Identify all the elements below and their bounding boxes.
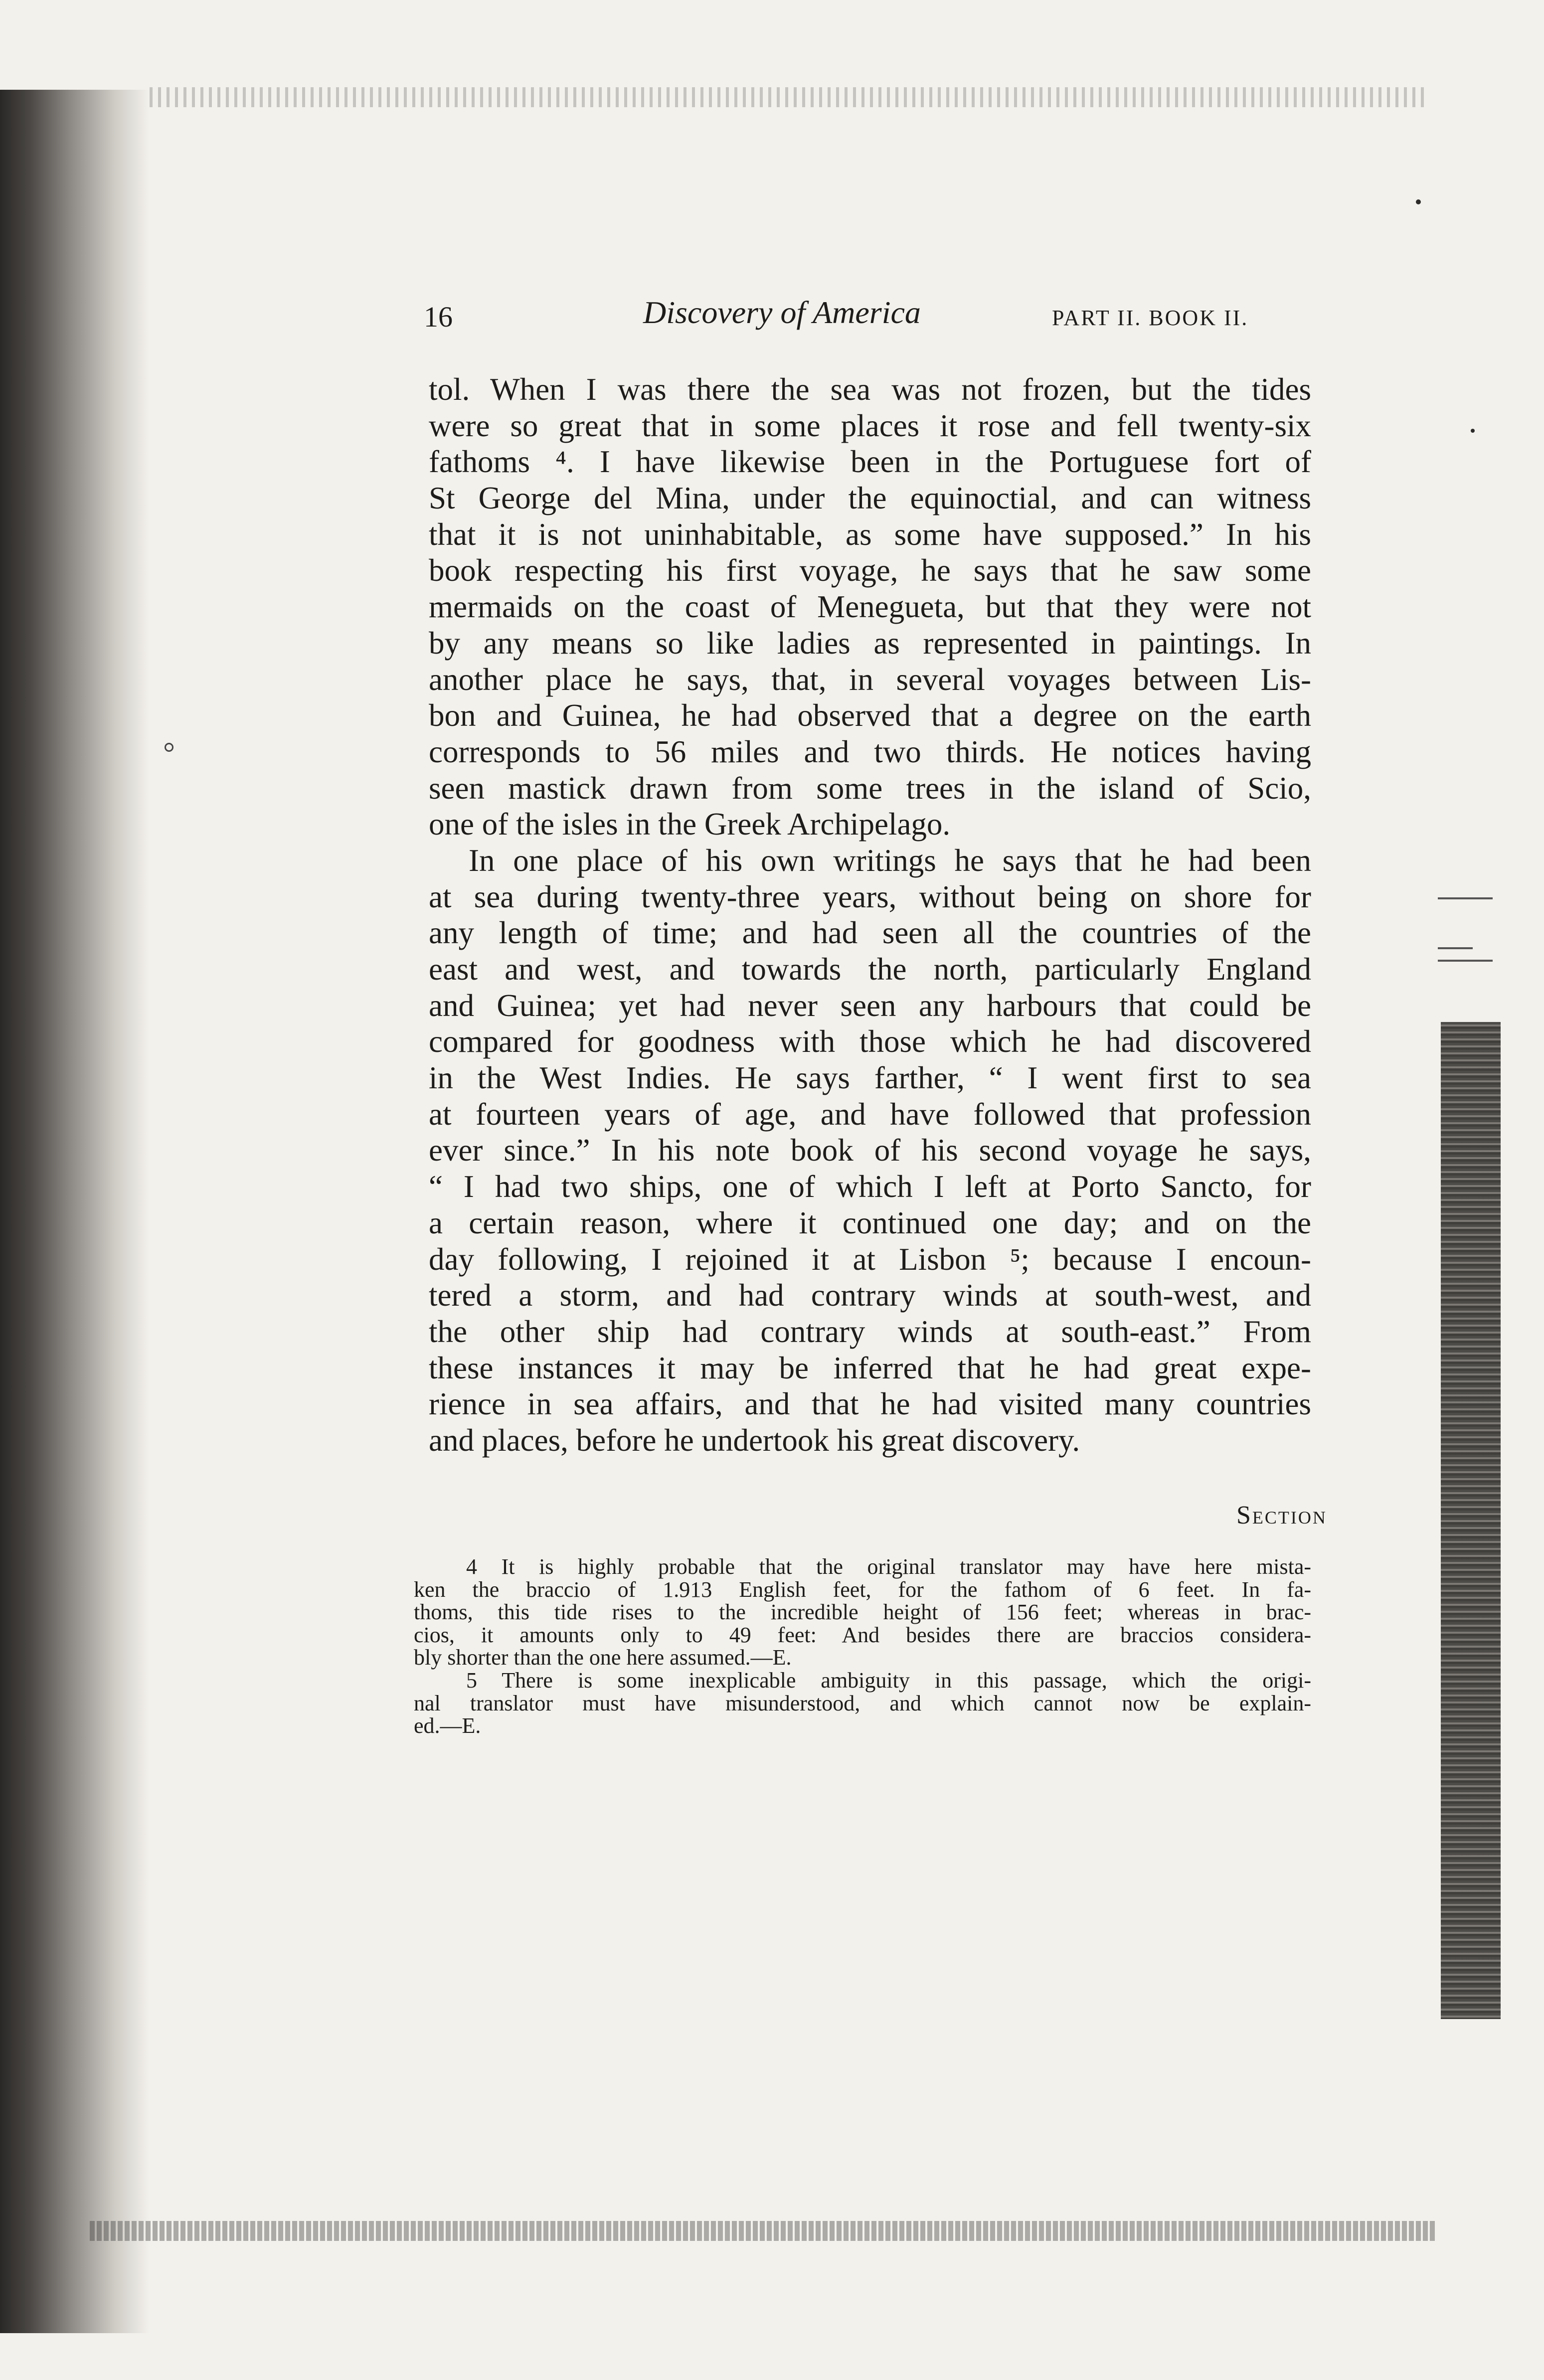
catchword: Section bbox=[1236, 1501, 1327, 1530]
text-line: by any means so like ladies as represented in paintings. In bbox=[429, 625, 1311, 661]
text-line: any length of time; and had seen all the countries of the bbox=[429, 915, 1311, 951]
footnotes bbox=[414, 1555, 1311, 1737]
text-line: that it is not uninhabitable, as some have supposed.” In his bbox=[429, 516, 1311, 552]
text-line: tered a storm, and had contrary winds at south-west, and bbox=[429, 1278, 1311, 1313]
scan-top-edge bbox=[150, 87, 1426, 107]
text-line: In one place of his own writings he says that he had been bbox=[469, 843, 1311, 878]
text-line: bon and Guinea, he had observed that a degree on the earth bbox=[429, 698, 1311, 733]
running-head bbox=[424, 294, 1321, 339]
scan-speck bbox=[1471, 429, 1475, 433]
margin-rule bbox=[1438, 947, 1473, 949]
text-line: “ I had two ships, one of which I left at Porto Sancto, for bbox=[429, 1169, 1311, 1204]
text-line: St George del Mina, under the equinoctial, and can witness bbox=[429, 481, 1311, 516]
scan-right-edge bbox=[1441, 1022, 1501, 2019]
part-book-label: PART II. BOOK II. bbox=[1052, 306, 1249, 330]
text-line: corresponds to 56 miles and two thirds. He notices having bbox=[429, 734, 1311, 769]
text-line: book respecting his first voyage, he says that he saw some bbox=[429, 553, 1311, 588]
page-number: 16 bbox=[424, 301, 453, 333]
text-line: ever since.” In his note book of his second voyage he says, bbox=[429, 1133, 1311, 1168]
scan-speck bbox=[1416, 199, 1421, 204]
footnote-line: bly shorter than the one here assumed.—E. bbox=[414, 1645, 792, 1670]
text-line: seen mastick drawn from some trees in the island of Scio, bbox=[429, 770, 1311, 806]
text-line: mermaids on the coast of Menegueta, but that they were not bbox=[429, 589, 1311, 625]
text-line: east and west, and towards the north, particularly England bbox=[429, 952, 1311, 987]
text-line: and places, before he undertook his great discovery. bbox=[429, 1422, 1080, 1458]
margin-rule bbox=[1438, 960, 1493, 962]
footnote-line: nal translator must have misunderstood, and which cannot now be explain- bbox=[414, 1691, 1311, 1715]
footnote-line: thoms, this tide rises to the incredible height of 156 feet; whereas in brac- bbox=[414, 1600, 1311, 1625]
running-title: Discovery of America bbox=[643, 295, 921, 330]
text-line: tol. When I was there the sea was not frozen, but the tides bbox=[429, 372, 1311, 407]
binding-shadow bbox=[0, 90, 150, 2333]
text-line: at fourteen years of age, and have followed that profession bbox=[429, 1096, 1311, 1132]
text-line: rience in sea affairs, and that he had visited many countries bbox=[429, 1386, 1311, 1422]
footnote-line: cios, it amounts only to 49 feet: And besides there are braccios considera- bbox=[414, 1622, 1311, 1647]
text-line: a certain reason, where it continued one day; and on the bbox=[429, 1205, 1311, 1240]
footnote-line: 4 It is highly probable that the original translator may have here mista- bbox=[466, 1554, 1311, 1579]
text-line: day following, I rejoined it at Lisbon ⁵; because I encoun- bbox=[429, 1241, 1311, 1277]
scan-speck bbox=[165, 743, 173, 752]
text-line: fathoms ⁴. I have likewise been in the Portuguese fort of bbox=[429, 444, 1311, 480]
scan-bottom-edge bbox=[90, 2221, 1436, 2241]
body-text bbox=[429, 371, 1311, 1459]
text-line: these instances it may be inferred that he had great expe- bbox=[429, 1350, 1311, 1385]
footnote-line: 5 There is some inexplicable ambiguity in this passage, which the origi- bbox=[466, 1668, 1311, 1693]
text-line: and Guinea; yet had never seen any harbours that could be bbox=[429, 988, 1311, 1023]
text-line: at sea during twenty-three years, without being on shore for bbox=[429, 879, 1311, 914]
text-line: compared for goodness with those which he had discovered bbox=[429, 1024, 1311, 1059]
footnote-line: ed.—E. bbox=[414, 1713, 481, 1738]
text-line: the other ship had contrary winds at south-east.” From bbox=[429, 1314, 1311, 1349]
text-line: were so great that in some places it rose and fell twenty-six bbox=[429, 408, 1311, 443]
text-line: another place he says, that, in several voyages between Lis- bbox=[429, 662, 1311, 697]
text-line: in the West Indies. He says farther, “ I went first to sea bbox=[429, 1060, 1311, 1096]
text-line: one of the isles in the Greek Archipelago. bbox=[429, 807, 951, 842]
margin-rule bbox=[1438, 897, 1493, 899]
footnote-line: ken the braccio of 1.913 English feet, for the fathom of 6 feet. In fa- bbox=[414, 1577, 1311, 1602]
